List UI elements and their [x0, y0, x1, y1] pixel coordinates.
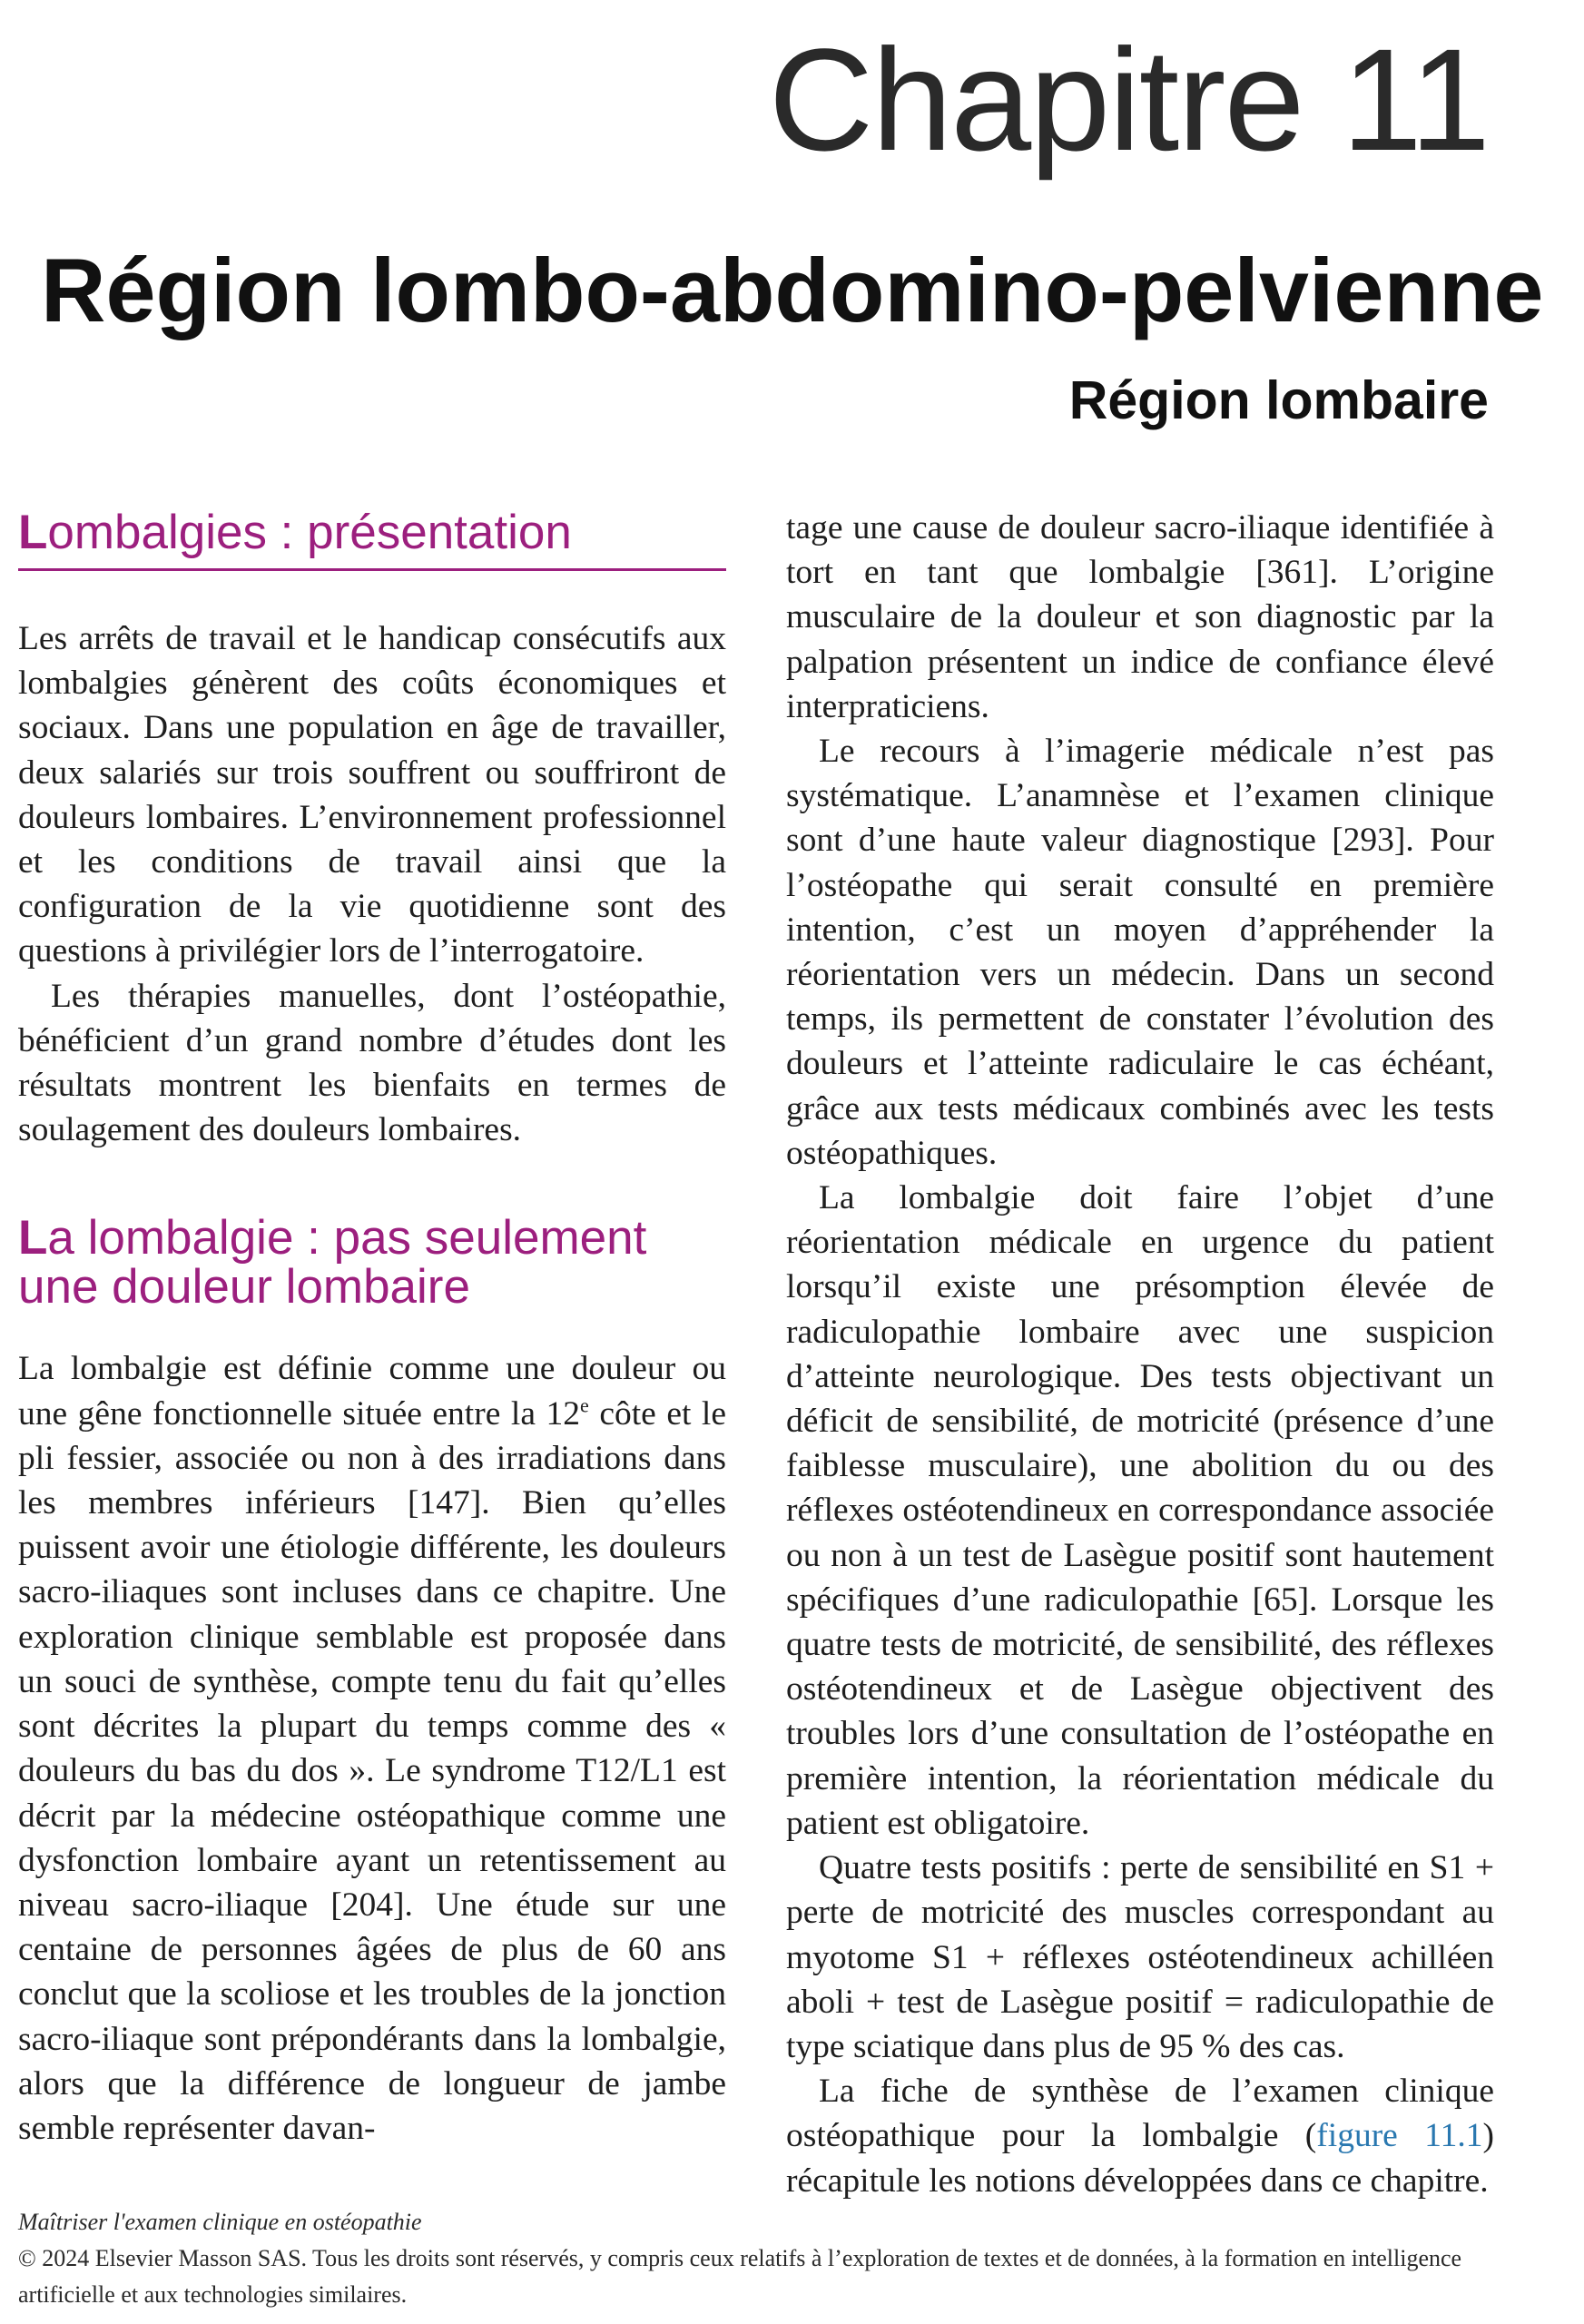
paragraph: Quatre tests positifs : perte de sensibilité en S1 + perte de motricité des muscles correspondant au myotome S1 + réflexes ostéotendineux achilléen aboli + test de Lasègue positif = radiculopathie de type sciatique dans plus de 95 % des cas. [786, 1849, 1494, 2065]
text-run: ) récapitule les notions développées dans ce chapitre. [786, 2117, 1494, 2200]
text-run: La lombalgie est définie comme une douleur ou une gêne fonctionnelle située entre la 12 [18, 1350, 726, 1433]
heading-pas-seulement [18, 1211, 726, 1315]
superscript: e [580, 1393, 589, 1417]
paragraph [786, 2069, 1494, 2203]
paragraph [18, 1346, 726, 2151]
footer [18, 2204, 1507, 2313]
left-column [18, 506, 726, 2151]
heading-text-line1: a lombalgie : pas seulement [47, 1211, 647, 1265]
paragraph: Les arrêts de travail et le handicap consécutifs aux lombalgies génèrent des coûts économiques et sociaux. Dans une population en âge de travailler, deux salariés sur trois souffrent ou souffriront de douleurs lombaires. L’environnement professionnel et les conditions de travail ainsi que la configuration de la vie quotidienne sont des questions à privilégier lors de l’interrogatoire. [18, 619, 726, 970]
paragraph: La lombalgie doit faire l’objet d’une réorientation médicale en urgence du patient lorsqu’il existe une présomption élevée de radiculopathie lombaire avec une suspicion d’atteinte neurologique. Des tests objectivant un déficit de sensibilité, de motricité (présence d’une faiblesse musculaire), une abolition du ou des réflexes ostéotendineux en correspondance associée ou non à un test de Lasègue positif sont hautement spécifiques d’une radiculopathie [65]. Lorsque les quatre tests de motricité, de sensibilité, des réflexes ostéotendineux et de Lasègue objectivent des troubles lors d’une consultation de l’ostéopathe en première intention, la réorientation médicale du patient est obligatoire. [786, 1179, 1494, 1842]
heading-initial: L [18, 506, 48, 559]
section-title: Région lombaire [1068, 370, 1489, 430]
copyright-notice: © 2024 Elsevier Masson SAS. Tous les droits sont réservés, y compris ceux relatifs à l’exploration de textes et de données, à la formation en intelligence artificielle et aux technologies similaires. [18, 2245, 1462, 2308]
paragraph: Le recours à l’imagerie médicale n’est pas systématique. L’anamnèse et l’examen clinique sont d’une haute valeur diagnostique [293]. Pour l’ostéopathe qui serait consulté en première intention, c’est un moyen d’appréhender la réorientation vers un médecin. Dans un second temps, ils permettent de constater l’évolution des douleurs et l’atteinte radiculaire le cas échéant, grâce aux tests médicaux combinés avec les tests ostéopathiques. [786, 733, 1494, 1172]
book-title: Maîtriser l'examen clinique en ostéopathie [18, 2209, 422, 2235]
heading-lombalgies-presentation [18, 506, 726, 571]
figure-link[interactable]: figure 11.1 [1316, 2117, 1483, 2155]
heading-text: ombalgies : présentation [47, 506, 572, 559]
right-column [786, 506, 1494, 2203]
text-run: côte et le pli fessier, associée ou non à des irradiations dans les membres inférieurs [147]. Bien qu’elles puissent avoir une étiologie différente, les douleurs sacro-iliaques sont incluses dans ce chapitre. Une exploration clinique semblable est proposée dans un souci de synthèse, compte tenu du fait qu’elles sont décrites la plupart du temps comme des « douleurs du bas du dos ». Le syndrome T12/L1 est décrit par la médecine ostéopathique comme une dysfonction lombaire ayant un retentissement au niveau sacro-iliaque [204]. Une étude sur une centaine de personnes âgées de plus de 60 ans conclut que la scoliose et les troubles de la jonction sacro-iliaque sont prépondérants dans la lombalgie, alors que la différence de longueur de jambe semble représenter davan- [18, 1394, 726, 2147]
text-run: La fiche de synthèse de l’examen clinique ostéopathique pour la lombalgie ( [786, 2073, 1494, 2155]
heading-initial: L [18, 1211, 48, 1265]
chapter-title: Région lombo-abdomino-pelvienne [41, 240, 1544, 340]
paragraph: Les thérapies manuelles, dont l’ostéopathie, bénéficient d’un grand nombre d’études dont les résultats montrent les bienfaits en termes de soulagement des douleurs lombaires. [18, 977, 726, 1149]
chapter-number: Chapitre 11 [768, 18, 1489, 181]
heading-text-line2: une douleur lombaire [18, 1260, 470, 1315]
paragraph: tage une cause de douleur sacro-iliaque identifiée à tort en tant que lombalgie [361]. L’origine musculaire de la douleur et son diagnostic par la palpation présentent un indice de confiance élevé interpraticiens. [786, 509, 1494, 725]
